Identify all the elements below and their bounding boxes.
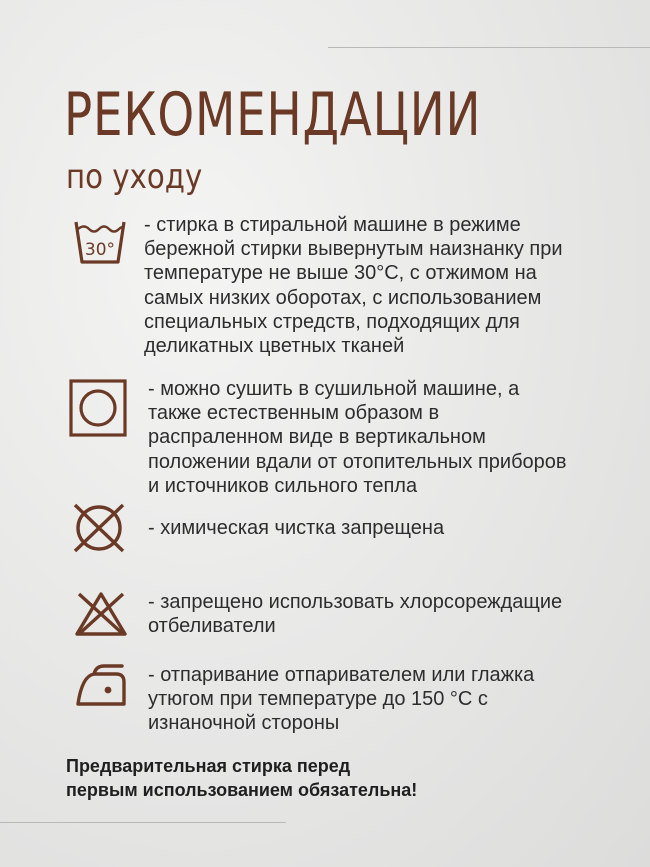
page-title: РЕКОМЕНДАЦИИ: [64, 80, 482, 150]
footer-line-2: первым использованием обязательна!: [66, 780, 418, 800]
page-subtitle: по уходу: [66, 157, 203, 197]
footer-note: [66, 754, 417, 802]
decor-line-bottom: [0, 822, 286, 823]
wash-30-icon: [72, 212, 128, 268]
svg-text:30°: 30°: [84, 240, 116, 260]
care-text-dry-cleaning: - химическая чистка запрещена: [148, 517, 445, 539]
care-text-bleach: - запрещено использовать хлорсореждащие отбеливатели: [148, 591, 563, 638]
iron-icon: [72, 660, 130, 712]
decor-line-top: [328, 47, 650, 48]
care-text-drying: - можно сушить в сушильной машине, а также естественным образом в распраленном виде в вертикальном положении вдали от отопительных приборов и источников сильного тепла: [148, 378, 567, 497]
tumble-dry-icon: [68, 378, 128, 438]
no-dry-clean-icon: [69, 500, 129, 556]
no-bleach-icon: [73, 588, 129, 640]
footer-line-1: Предварительная стирка перед: [66, 756, 351, 776]
care-text-washing: - стирка в стиральной машине в режиме бережной стирки вывернутым наизнанку при температуре не выше 30°C, с отжимом на самых низких оборотах, с использованием специальных стредств, подходящих для деликатных цветных тканей: [144, 214, 563, 358]
care-text-ironing: - отпаривание отпаривателем или глажка утюгом при температуре до 150 °C с изнаночной стороны: [148, 664, 535, 735]
